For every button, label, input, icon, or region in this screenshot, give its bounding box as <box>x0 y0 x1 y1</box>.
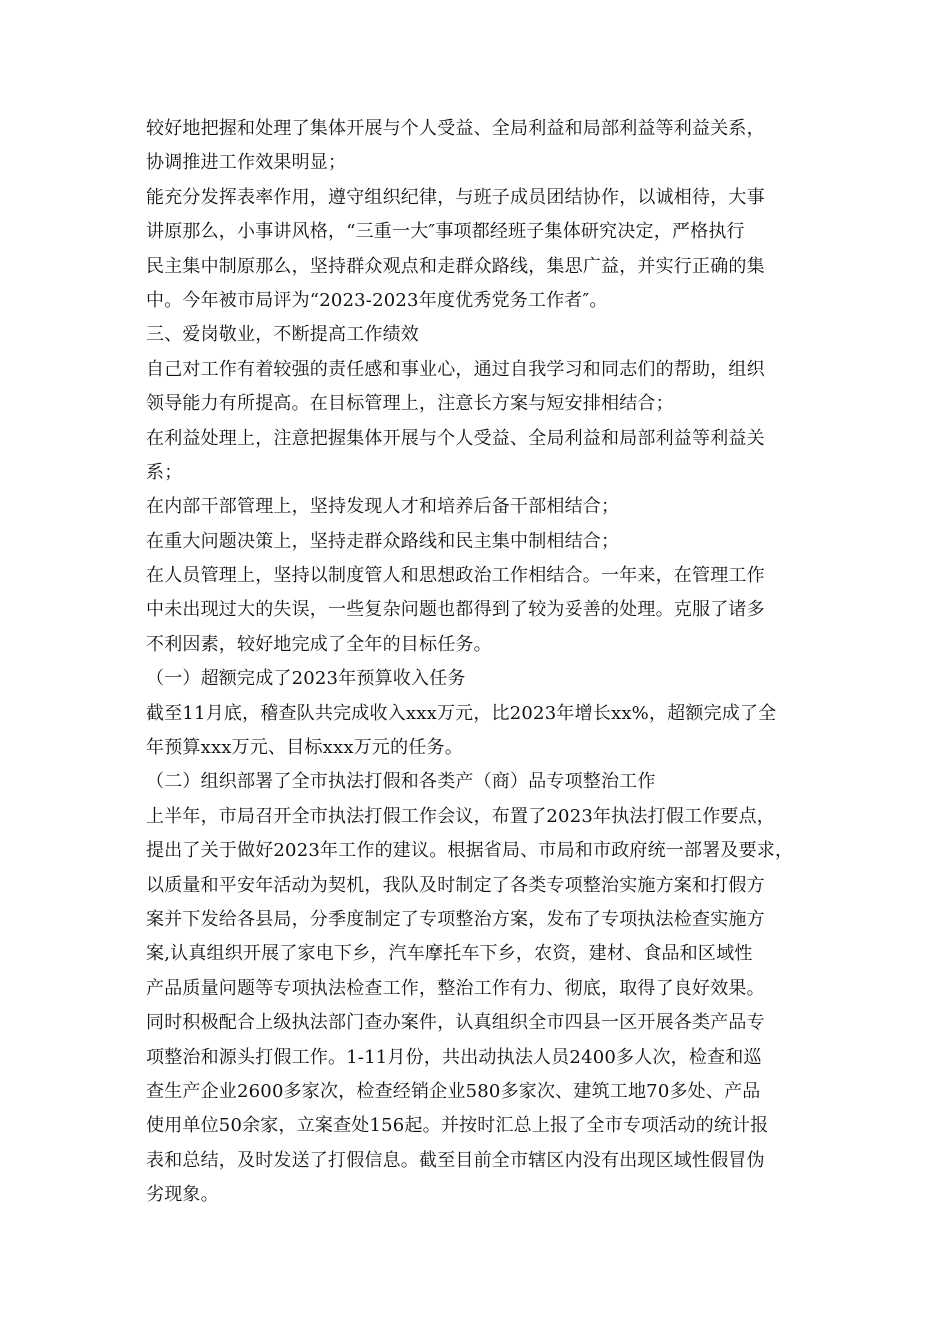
text-line: 同时积极配合上级执法部门查办案件，认真组织全市四县一区开展各类产品专 <box>146 1012 765 1034</box>
text-line: 上半年，市局召开全市执法打假工作会议，布置了2023年执法打假工作要点， <box>146 805 776 827</box>
text-line: 民主集中制原那么，坚持群众观点和走群众路线，集思广益，并实行正确的集 <box>146 255 765 277</box>
text-line: 提出了关于做好2023年工作的建议。根据省局、市局和市政府统一部署及要求， <box>146 840 794 862</box>
document-body <box>146 112 816 1213</box>
text-line: 表和总结，及时发送了打假信息。截至目前全市辖区内没有出现区域性假冒伪 <box>146 1149 765 1171</box>
text-line: 领导能力有所提高。在目标管理上，注意长方案与短安排相结合； <box>146 393 674 415</box>
text-line: 年预算xxx万元、目标xxx万元的任务。 <box>146 737 463 759</box>
text-line: 中。今年被市局评为“2023-2023年度优秀党务工作者″。 <box>146 289 608 311</box>
text-line: 不利因素，较好地完成了全年的目标任务。 <box>146 633 492 655</box>
text-line: 劣现象。 <box>146 1184 219 1206</box>
text-line: 以质量和平安年活动为契机，我队及时制定了各类专项整治实施方案和打假方 <box>146 874 765 896</box>
text-line: 中未出现过大的失误，一些复杂问题也都得到了较为妥善的处理。克服了诸多 <box>146 599 765 621</box>
section-heading: 三、爱岗敬业，不断提高工作绩效 <box>146 324 419 346</box>
text-line: 项整治和源头打假工作。1-11月份，共出动执法人员2400多人次，检查和巡 <box>146 1046 762 1068</box>
text-line: 使用单位50余家，立案查处156起。并按时汇总上报了全市专项活动的统计报 <box>146 1115 769 1137</box>
text-line: 较好地把握和处理了集体开展与个人受益、全局利益和局部利益等利益关系， <box>146 118 765 139</box>
text-line: 产品质量问题等专项执法检查工作，整治工作有力、彻底，取得了良好效果。 <box>146 977 765 999</box>
text-line: 在利益处理上，注意把握集体开展与个人受益、全局利益和局部利益等利益关 <box>146 427 765 449</box>
text-line: 在重大问题决策上，坚持走群众路线和民主集中制相结合； <box>146 530 620 552</box>
text-line: 在内部干部管理上，坚持发现人才和培养后备干部相结合； <box>146 496 620 518</box>
text-line: 截至11月底，稽查队共完成收入xxx万元，比2023年增长xx%，超额完成了全 <box>146 702 777 724</box>
text-line: 协调推进工作效果明显； <box>146 152 347 174</box>
subsection-heading: （一）超额完成了2023年预算收入任务 <box>146 668 466 690</box>
text-line: 自己对工作有着较强的责任感和事业心，通过自我学习和同志们的帮助，组织 <box>146 358 765 380</box>
subsection-heading: （二）组织部署了全市执法打假和各类产（商）品专项整治工作 <box>146 771 656 793</box>
text-line: 案并下发给各县局，分季度制定了专项整治方案，发布了专项执法检查实施方 <box>146 908 765 930</box>
text-line: 能充分发挥表率作用，遵守组织纪律，与班子成员团结协作，以诚相待，大事 <box>146 186 765 208</box>
text-line: 在人员管理上，坚持以制度管人和思想政治工作相结合。一年来，在管理工作 <box>146 565 765 587</box>
text-line: 案,认真组织开展了家电下乡，汽车摩托车下乡，农资，建材、食品和区域性 <box>146 943 753 965</box>
text-line: 查生产企业2600多家次，检查经销企业580多家次、建筑工地70多处、产品 <box>146 1080 761 1102</box>
text-line: 讲原那么，小事讲风格，“三重一大″事项都经班子集体研究决定，严格执行 <box>146 221 745 243</box>
text-line: 系； <box>146 461 183 483</box>
